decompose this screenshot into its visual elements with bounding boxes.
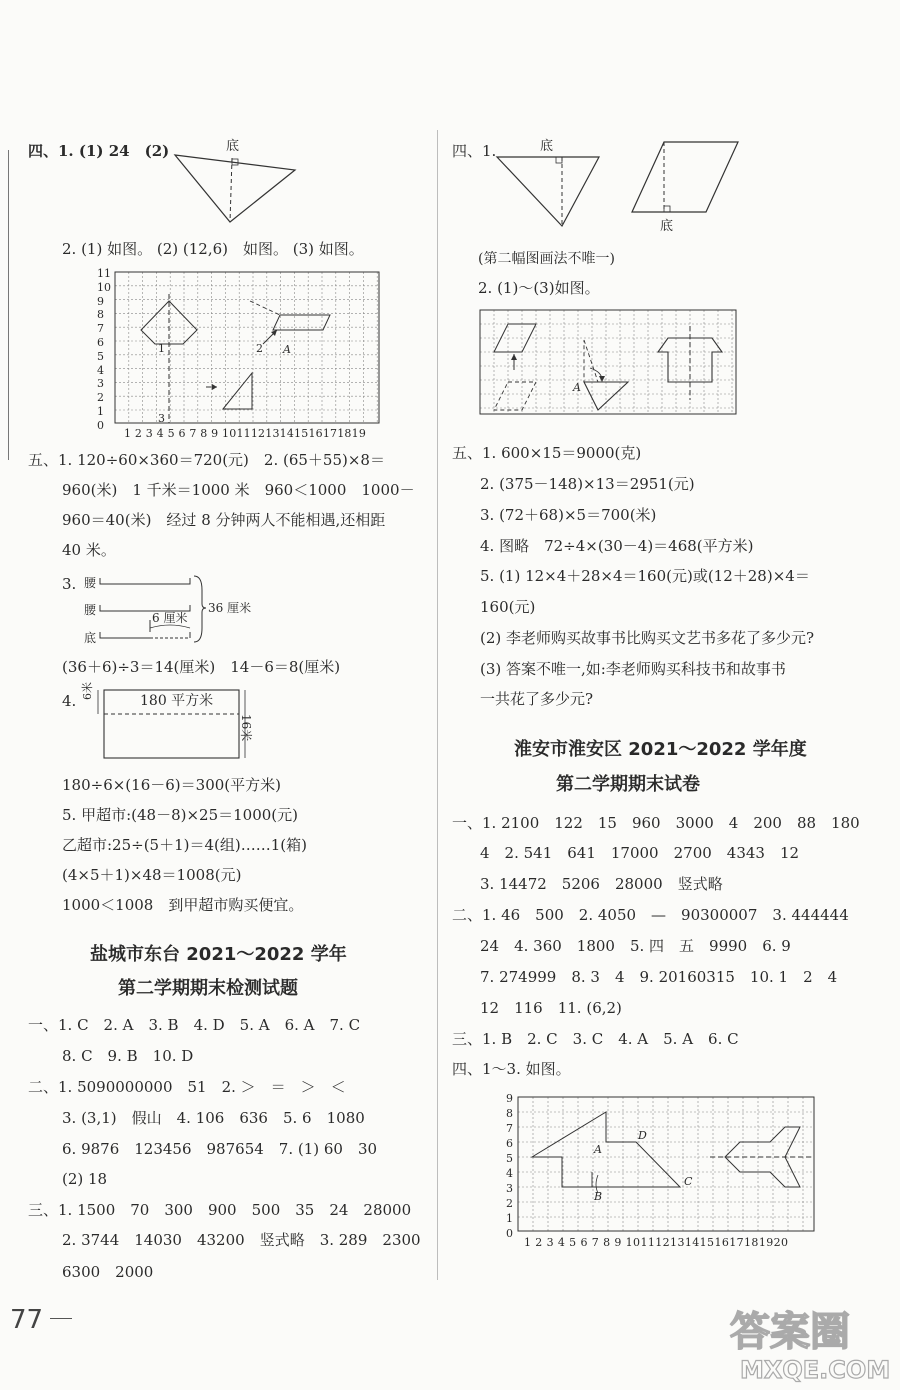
grid3-y-tick: 6 [506,1137,513,1150]
left-title-2: 第二学期期末检测试题 [118,978,298,999]
left-answer-line: 2. 3744 14030 43200 竖式略 3. 289 2300 [62,1231,421,1249]
right-parallelogram-figure [628,138,743,218]
q3-yao1: 腰 [84,576,97,590]
right-triangle-figure [494,152,604,230]
right-s5-line: (3) 答案不唯一,如:李老师购买科技书和故事书 [480,660,786,678]
left-q5-line: (4×5＋1)×48＝1008(元) [62,866,242,884]
right-answer-line: 二、1. 46 500 2. 4050 — 90300007 3. 444444 [452,906,849,924]
right-q2: 2. (1)～(3)如图。 [478,279,600,297]
grid3-y-tick: 8 [506,1107,513,1120]
grid1-y-tick: 10 [97,280,111,294]
grid1-y-tick: 1 [97,405,104,418]
left-answer-line: 3. (3,1) 假山 4. 106 636 5. 6 1080 [62,1109,365,1127]
grid1-label-3: 3 [158,412,165,425]
right-answer-line: 4 2. 541 641 17000 2700 4343 12 [480,844,800,862]
left-answer-line: 三、1. 1500 70 300 900 500 35 24 28000 [28,1201,412,1219]
q3-total: 36 厘米 [208,601,252,615]
left-answer-line: 6. 9876 123456 987654 7. (1) 60 30 [62,1140,378,1158]
q3-num: 3. [62,575,77,593]
grid3-y-tick: 9 [506,1092,513,1105]
grid3-x-axis-labels: 1 2 3 4 5 6 7 8 9 1011121314151617181920 [524,1236,789,1249]
grid1-label-a: A [283,343,291,356]
grid3-label-b: B [594,1190,603,1203]
grid1-y-tick: 2 [97,391,104,405]
right-s5-line: 160(元) [480,598,536,616]
right-answer-line: 12 116 11. (6,2) [480,999,622,1017]
grid1-y-tick: 3 [97,377,104,391]
right-answer-line: 三、1. B 2. C 3. C 4. A 5. A 6. C [452,1030,739,1048]
margin-bar [8,150,9,460]
q4-calc: 180÷6×(16－6)＝300(平方米) [62,776,281,794]
q3-calc: (36＋6)÷3＝14(厘米) 14－6＝8(厘米) [62,658,341,676]
left-answer-line: 一、1. C 2. A 3. B 4. D 5. A 6. A 7. C [28,1016,361,1034]
grid1-y-tick: 11 [97,267,111,280]
left-s4-q2: 2. (1) 如图。 (2) (12,6) 如图。 (3) 如图。 [62,240,364,258]
grid3-label-a: A [594,1143,602,1156]
grid3-y-tick: 0 [506,1227,513,1240]
grid1-label-2: 2 [256,342,263,355]
q3-yao2: 腰 [84,603,97,617]
grid1-y-tick: 0 [97,418,104,432]
right-coordinate-grid [518,1097,818,1237]
svg-text:MXQE.COM: MXQE.COM [740,1356,891,1384]
left-s5-line: 40 米。 [62,541,116,559]
grid3-label-c: C [684,1175,693,1188]
right-answer-line: 四、1～3. 如图。 [452,1060,571,1078]
q4-area-label: 180 平方米 [140,693,214,709]
grid1-y-tick: 5 [97,349,104,363]
right-s5-line: 2. (375－148)×13＝2951(元) [480,475,695,493]
grid1-y-tick: 4 [97,363,104,377]
page-number-dash [50,1318,72,1319]
right-base-1: 底 [540,139,554,154]
right-answer-line: 3. 14472 5206 28000 竖式略 [480,875,723,893]
left-coordinate-grid [115,272,380,432]
page-number: 77 [10,1305,44,1335]
right-s5-line: 一共花了多少元? [480,690,594,708]
grid2-label-a: A [573,381,581,394]
grid3-y-tick: 3 [506,1182,513,1195]
q3-di: 底 [84,631,97,645]
left-s5-line: 960(米) 1 千米＝1000 米 960＜1000 1000－ [62,481,415,499]
right-answer-line: 24 4. 360 1800 5. 四 五 9990 6. 9 [480,937,791,955]
watermark-logo [725,1300,890,1385]
grid3-y-tick: 5 [506,1152,513,1165]
right-base-2: 底 [660,219,674,234]
left-q5-line: 5. 甲超市:(48－8)×25＝1000(元) [62,806,299,824]
grid3-label-d: D [638,1129,647,1142]
left-answer-line: 6300 2000 [62,1263,154,1281]
column-divider [437,130,438,1280]
grid1-y-tick: 6 [97,336,104,349]
grid3-y-tick: 7 [506,1122,513,1135]
q3-six-cm: 6 厘米 [152,611,188,625]
right-title-1: 淮安市淮安区 2021～2022 学年度 [514,739,807,760]
grid1-label-1: 1 [158,342,165,355]
svg-text:答案圈: 答案圈 [730,1309,850,1355]
right-s5-line: 3. (72＋68)×5＝700(米) [480,506,657,524]
grid1-y-tick: 9 [97,294,104,308]
right-note: (第二幅图画法不唯一) [478,251,615,267]
q3-bar-diagram [98,570,208,650]
left-q5-line: 乙超市:25÷(5＋1)＝4(组)……1(箱) [62,836,307,854]
right-s4-q1: 四、1. [452,142,497,160]
left-s5-line: 五、1. 120÷60×360＝720(元) 2. (65＋55)×8＝ [28,451,385,469]
left-q5-line: 1000＜1008 到甲超市购买便宜。 [62,896,304,914]
right-answer-line: 7. 274999 8. 3 4 9. 20160315 10. 1 2 4 [480,968,838,986]
left-answer-line: (2) 18 [62,1170,108,1188]
right-transform-grid [480,310,738,420]
right-s5-line: 4. 图略 72÷4×(30－4)＝468(平方米) [480,537,754,555]
right-s5-line: (2) 李老师购买故事书比购买文艺书多花了多少元? [480,629,815,647]
left-answer-line: 二、1. 5090000000 51 2. ＞ ＝ ＞ ＜ [28,1078,346,1096]
right-s5-line: 5. (1) 12×4＋28×4＝160(元)或(12＋28)×4＝ [480,567,810,585]
q4-num: 4. [62,692,77,710]
right-s5-line: 五、1. 600×15＝9000(克) [452,444,642,462]
left-s5-line: 960＝40(米) 经过 8 分钟两人不能相遇,还相距 [62,511,386,529]
right-answer-line: 一、1. 2100 122 15 960 3000 4 200 88 180 [452,814,860,832]
left-base-label: 底 [226,139,240,154]
left-title-1: 盐城市东台 2021～2022 学年 [90,944,347,965]
grid3-y-tick: 4 [506,1167,513,1180]
right-title-2: 第二学期期末试卷 [556,774,700,795]
left-answer-line: 8. C 9. B 10. D [62,1047,194,1065]
q4-sixteen-label: 16米 [239,714,253,742]
grid1-x-axis-labels: 1 2 3 4 5 6 7 8 9 10111213141516171819 [124,427,367,440]
grid1-y-tick: 7 [97,322,104,336]
left-s4-q1: 四、1. (1) 24 (2) [28,142,170,160]
q4-six-label: 6米 [81,682,94,700]
grid3-y-tick: 2 [506,1197,513,1210]
grid3-y-tick: 1 [506,1212,513,1225]
grid1-y-tick: 8 [97,308,104,322]
